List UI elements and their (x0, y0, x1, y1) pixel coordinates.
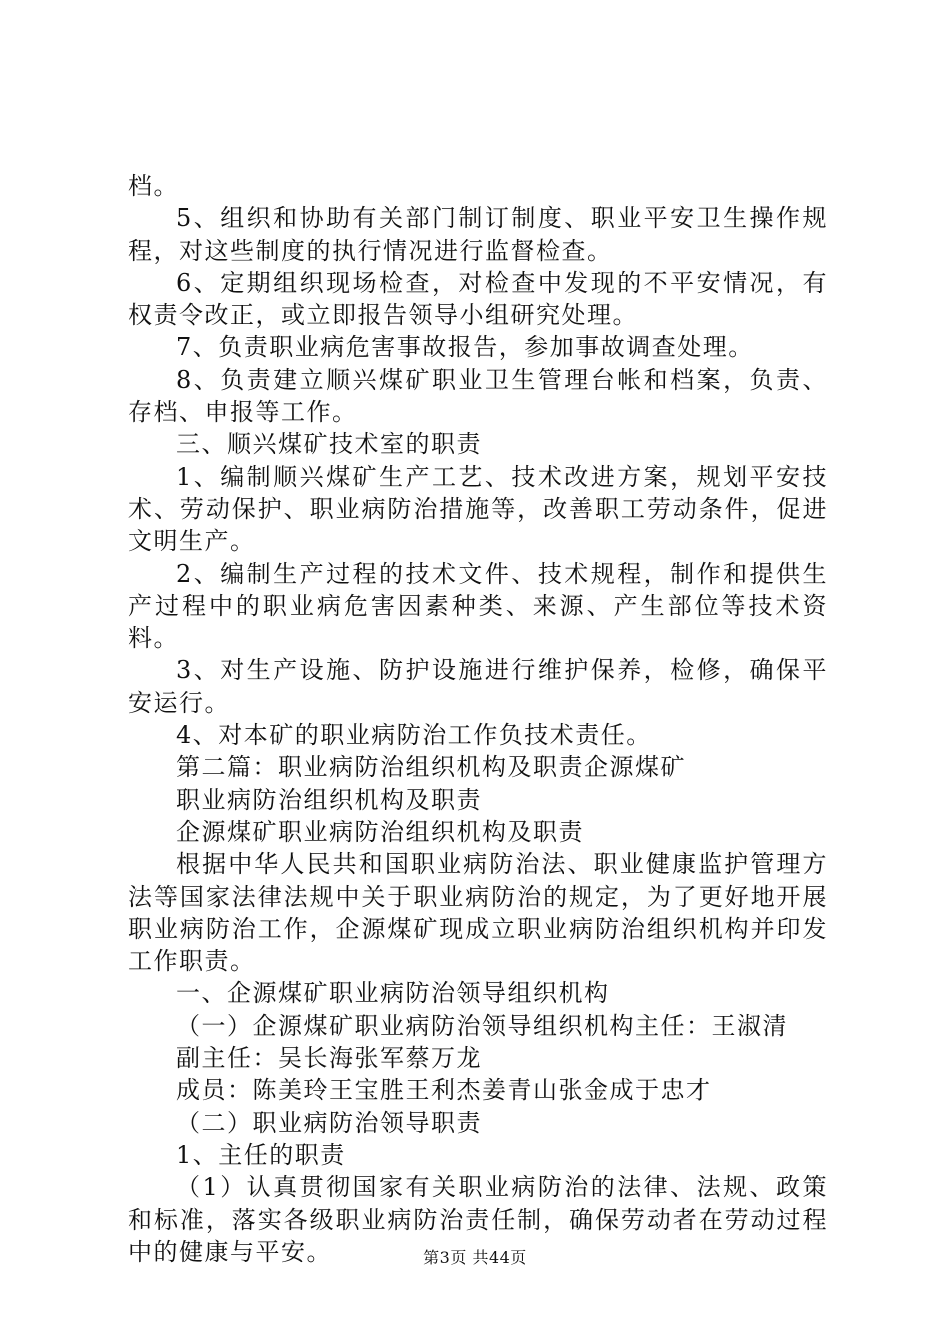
chapter-heading: 第二篇：职业病防治组织机构及职责企源煤矿 (176, 753, 686, 782)
paragraph-2: 5、组织和协助有关部门制订制度、职业平安卫生操作规程，对这些制度的执行情况进行监督检查。 (128, 204, 828, 265)
paragraph-3: 6、定期组织现场检查，对检查中发现的不平安情况，有权责令改正，或立即报告领导小组研究处理。 (128, 268, 828, 330)
document-body (128, 170, 828, 1268)
paragraph-7: 1、编制顺兴煤矿生产工艺、技术改进方案，规划平安技术、劳动保护、职业病防治措施等，改善职工劳动条件，促进文明生产。 (128, 462, 828, 556)
paragraph-5: 8、负责建立顺兴煤矿职业卫生管理台帐和档案，负责、存档、申报等工作。 (128, 365, 828, 427)
intro-paragraph: 根据中华人民共和国职业病防治法、职业健康监护管理方法等国家法律法规中关于职业病防治的规定，为了更好地开展职业病防治工作，企源煤矿现成立职业病防治组织机构并印发工作职责。 (128, 850, 828, 976)
deputy-director-line: 副主任：吴长海张军蔡万龙 (176, 1044, 482, 1073)
paragraph-21: （1）认真贯彻国家有关职业病防治的法律、法规、政策和标准，落实各级职业病防治责任制，确保劳动者在劳动过程中的健康与平安。 (128, 1173, 828, 1266)
members-line: 成员：陈美玲王宝胜王利杰姜青山张金成于忠才 (176, 1076, 712, 1105)
page-number-footer: 第3页 共44页 (423, 1248, 527, 1267)
document-title: 企源煤矿职业病防治组织机构及职责 (176, 817, 584, 846)
subtitle-line: 职业病防治组织机构及职责 (176, 785, 482, 814)
section-heading-leadership: 一、企源煤矿职业病防治领导组织机构 (176, 979, 610, 1008)
paragraph-4: 7、负责职业病危害事故报告，参加事故调查处理。 (176, 333, 754, 362)
subsection-heading-duties: （二）职业病防治领导职责 (176, 1108, 482, 1137)
director-line: （一）企源煤矿职业病防治领导组织机构主任：王淑清 (176, 1011, 788, 1040)
paragraph-8: 2、编制生产过程的技术文件、技术规程，制作和提供生产过程中的职业病危害因素种类、来源、产生部位等技术资料。 (128, 559, 828, 653)
paragraph-9: 3、对生产设施、防护设施进行维护保养，检修，确保平安运行。 (128, 656, 828, 717)
section-heading-technical-office: 三、顺兴煤矿技术室的职责 (176, 430, 482, 459)
director-duties-heading: 1、主任的职责 (176, 1140, 346, 1169)
paragraph-1: 档。 (128, 172, 179, 200)
paragraph-10: 4、对本矿的职业病防治工作负技术责任。 (176, 721, 652, 750)
